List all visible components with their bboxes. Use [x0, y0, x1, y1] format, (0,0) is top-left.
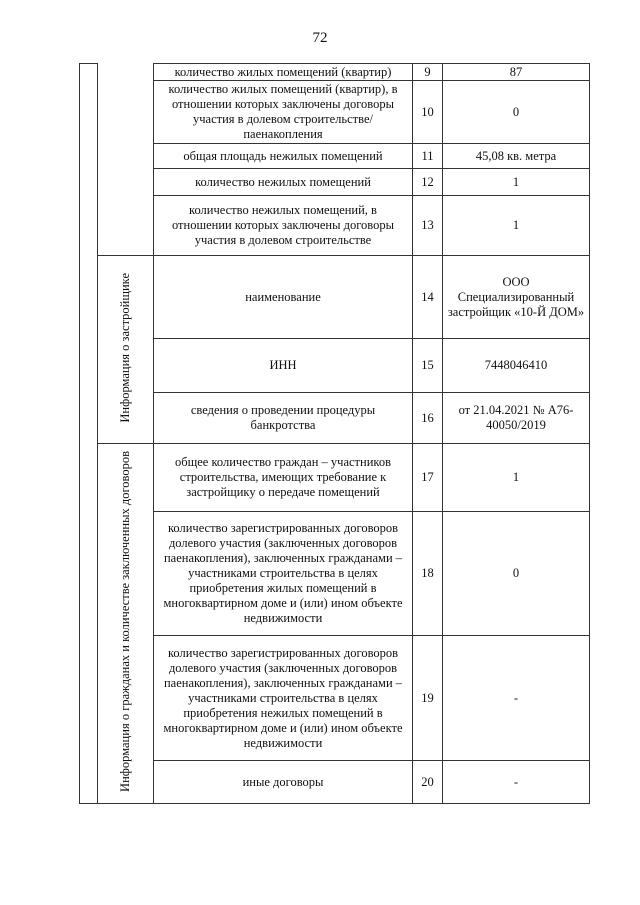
row-number: 15	[413, 339, 443, 393]
row-value: от 21.04.2021 № А76-40050/2019	[443, 393, 590, 444]
row-number: 18	[413, 512, 443, 636]
table-row	[80, 169, 590, 196]
table-row	[80, 339, 590, 393]
row-number: 10	[413, 81, 443, 144]
row-label: ИНН	[154, 339, 413, 393]
row-value: 0	[443, 512, 590, 636]
table-row	[80, 256, 590, 339]
row-number: 14	[413, 256, 443, 339]
table-row	[80, 512, 590, 636]
page-number: 72	[312, 30, 328, 46]
table-row	[80, 761, 590, 804]
group-label-citizens: Информация о гражданах и количестве заключенных договоров	[118, 451, 132, 792]
group-label-developer: Информация о застройщике	[118, 272, 132, 423]
table-row	[80, 636, 590, 761]
row-number: 9	[413, 64, 443, 81]
row-value: -	[443, 761, 590, 804]
row-value: 45,08 кв. метра	[443, 144, 590, 169]
row-label: количество жилых помещений (квартир)	[154, 64, 413, 81]
row-label: количество зарегистрированных договоров долевого участия (заключенных договоров паенакопления), заключенных гражданами – участниками строительства в целях приобретения нежилых помещений в многоквартирном доме и (или) ином объекте недвижимости	[154, 636, 413, 761]
outer-column	[80, 64, 98, 804]
row-value: ООО Специализированный застройщик «10-Й ДОМ»	[443, 256, 590, 339]
table-row	[80, 444, 590, 512]
table-row	[80, 196, 590, 256]
row-label: количество зарегистрированных договоров долевого участия (заключенных договоров паенакопления), заключенных гражданами – участниками строительства в целях приобретения жилых помещений в многоквартирном доме и (или) ином объекте недвижимости	[154, 512, 413, 636]
row-number: 19	[413, 636, 443, 761]
table-row	[80, 393, 590, 444]
table-row	[80, 64, 590, 81]
row-label: общая площадь нежилых помещений	[154, 144, 413, 169]
row-number: 20	[413, 761, 443, 804]
group-cell-developer	[98, 256, 154, 444]
row-label: количество жилых помещений (квартир), в отношении которых заключены договоры участия в долевом строительстве/паенакопления	[154, 81, 413, 144]
row-value: 7448046410	[443, 339, 590, 393]
row-value: 1	[443, 196, 590, 256]
row-label: иные договоры	[154, 761, 413, 804]
info-table	[79, 63, 590, 804]
row-label: наименование	[154, 256, 413, 339]
row-value: 87	[443, 64, 590, 81]
group-cell-citizens	[98, 444, 154, 804]
table-row	[80, 144, 590, 169]
row-number: 11	[413, 144, 443, 169]
row-label: количество нежилых помещений	[154, 169, 413, 196]
row-number: 13	[413, 196, 443, 256]
row-value: 1	[443, 169, 590, 196]
group-cell-continued	[98, 64, 154, 256]
row-value: -	[443, 636, 590, 761]
table-row	[80, 81, 590, 144]
row-label: сведения о проведении процедуры банкротства	[154, 393, 413, 444]
row-number: 17	[413, 444, 443, 512]
row-label: количество нежилых помещений, в отношении которых заключены договоры участия в долевом строительстве	[154, 196, 413, 256]
row-label: общее количество граждан – участников строительства, имеющих требование к застройщику о передаче помещений	[154, 444, 413, 512]
row-value: 1	[443, 444, 590, 512]
row-number: 16	[413, 393, 443, 444]
row-value: 0	[443, 81, 590, 144]
row-number: 12	[413, 169, 443, 196]
